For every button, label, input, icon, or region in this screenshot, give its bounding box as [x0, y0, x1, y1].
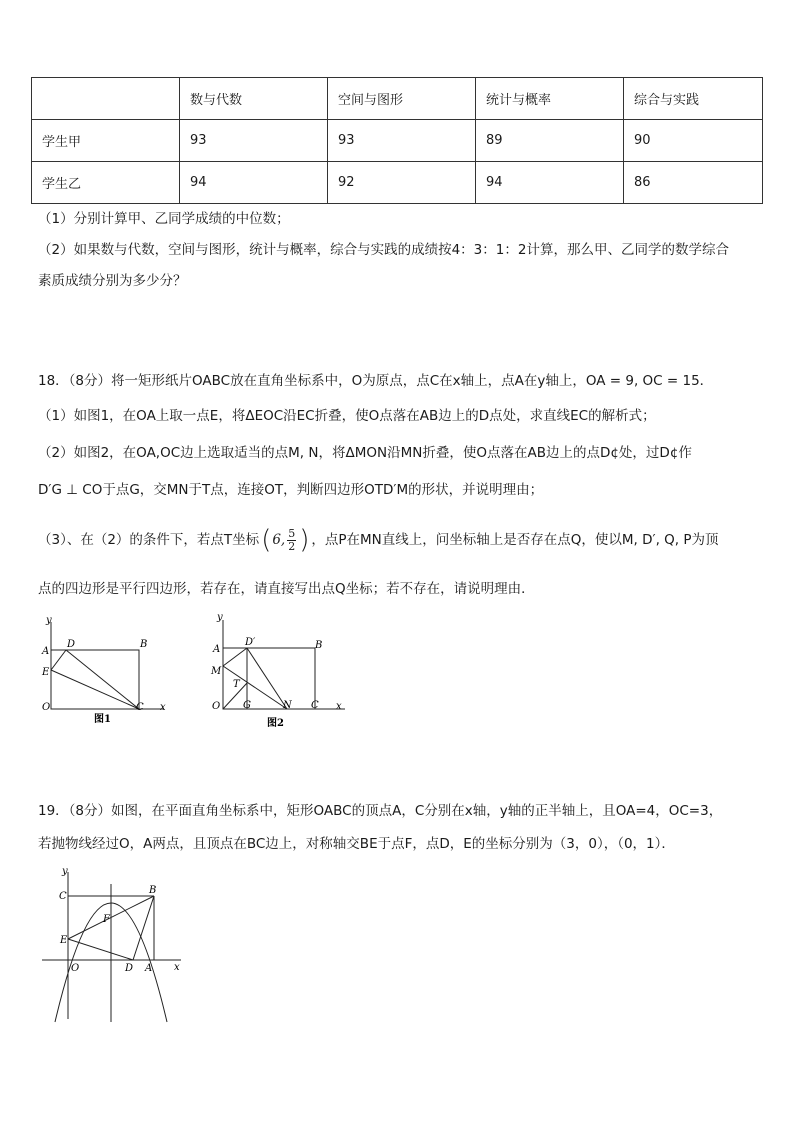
label-c: C — [136, 702, 144, 713]
q18-point-t-coord: 6, — [272, 532, 286, 548]
label-y: y — [217, 612, 223, 623]
segment-ed — [51, 650, 66, 670]
label-m: M — [211, 666, 222, 677]
segment-dc — [66, 650, 139, 709]
label-o: O — [212, 701, 221, 712]
label-c: C — [59, 891, 67, 902]
table-header-row — [32, 78, 763, 120]
q19-line2: 若抛物线经过O，A两点，且顶点在BC边上，对称轴交BE于点F，点D，E的坐标分别为（3，0），（0，1）． — [38, 836, 675, 852]
table-row — [32, 120, 763, 162]
q18-part2-line1: （2）如图2，在OA,OC边上选取适当的点M, N，将ΔMON沿MN折叠，使O点落在AB边上的点D¢处，过D¢作 — [38, 445, 692, 461]
fraction — [287, 528, 296, 553]
label-g: G — [243, 700, 251, 711]
figure-q19 — [36, 864, 186, 1026]
figure-1-caption: 图1 — [94, 714, 111, 725]
left-paren: ( — [261, 525, 272, 555]
label-a: A — [145, 963, 153, 974]
label-d-prime: D′ — [245, 637, 256, 648]
fraction-denominator: 2 — [288, 539, 296, 553]
table-header-cell: 空间与图形 — [328, 78, 476, 120]
q18-part3-line2: 点的四边形是平行四边形，若存在，请直接写出点Q坐标；若不存在，请说明理由． — [38, 581, 535, 597]
label-e: E — [60, 935, 68, 946]
table-cell: 89 — [476, 120, 624, 162]
table-cell: 86 — [624, 162, 763, 204]
q17-part2-line2: 素质成绩分别为多少分？ — [38, 273, 187, 289]
table-cell: 93 — [328, 120, 476, 162]
label-x: x — [174, 962, 180, 973]
label-n: N — [283, 700, 292, 711]
segment-db — [133, 896, 154, 960]
table-cell: 94 — [476, 162, 624, 204]
label-t: T — [233, 679, 240, 690]
rectangle-oabc — [51, 650, 139, 709]
right-paren: ) — [299, 525, 310, 555]
table-row — [32, 162, 763, 204]
label-d: D — [125, 963, 134, 974]
table-cell: 90 — [624, 120, 763, 162]
score-table — [31, 77, 763, 204]
q19-line1: 19．（8分）如图，在平面直角坐标系中，矩形OABC的顶点A，C分别在x轴，y轴的正半轴上，且OA=4，OC=3， — [38, 803, 723, 819]
table-header-cell: 统计与概率 — [476, 78, 624, 120]
segment-ec — [51, 670, 139, 709]
table-cell: 学生甲 — [32, 120, 180, 162]
label-b: B — [140, 639, 148, 650]
table-cell: 92 — [328, 162, 476, 204]
label-b: B — [149, 885, 157, 896]
label-y: y — [46, 615, 52, 626]
label-c: C — [311, 700, 319, 711]
table-cell: 93 — [180, 120, 328, 162]
table-cell: 94 — [180, 162, 328, 204]
label-o: O — [71, 963, 80, 974]
label-b: B — [315, 640, 323, 651]
label-a: A — [213, 644, 221, 655]
label-e: E — [42, 667, 50, 678]
figure-2-caption: 图2 — [267, 718, 284, 729]
label-a: A — [42, 646, 50, 657]
label-d: D — [67, 639, 76, 650]
q18-part3-line1 — [38, 527, 719, 553]
table-header-cell: 综合与实践 — [624, 78, 763, 120]
table-header-cell: 数与代数 — [180, 78, 328, 120]
segment-ed — [68, 939, 133, 960]
label-y: y — [62, 866, 68, 877]
q17-part1: （1）分别计算甲、乙同学成绩的中位数； — [38, 211, 290, 227]
label-o: O — [42, 702, 51, 713]
q18-part1: （1）如图1，在OA上取一点E，将ΔEOC沿EC折叠，使O点落在AB边上的D点处，求直线EC的解析式； — [38, 408, 656, 424]
label-x: x — [160, 702, 166, 713]
label-f: F — [103, 914, 110, 925]
q18-part2-line2: D′G ⊥ CO于点G，交MN于T点，连接OT，判断四边形OTD′M的形状，并说明理由； — [38, 482, 544, 498]
segment-m-d — [223, 648, 247, 666]
figure-1 — [36, 612, 176, 730]
fraction-numerator: 5 — [288, 526, 296, 540]
table-cell: 学生乙 — [32, 162, 180, 204]
segment-d-n — [247, 648, 287, 709]
figure-2 — [205, 608, 355, 732]
q18-part3-pre: （3）、在（2）的条件下，若点T坐标 — [38, 532, 260, 548]
label-x: x — [336, 701, 342, 712]
q18-part3-post: ，点P在MN直线上，问坐标轴上是否存在点Q，使以M, D′, Q, P为顶 — [311, 532, 719, 548]
table-header-cell — [32, 78, 180, 120]
q17-part2-line1: （2）如果数与代数，空间与图形，统计与概率，综合与实践的成绩按4：3：1：2计算，那么甲、乙同学的数学综合 — [38, 242, 729, 258]
q18-stem: 18．（8分）将一矩形纸片OABC放在直角坐标系中，O为原点，点C在x轴上，点A在y轴上，OA = 9, OC = 15． — [38, 373, 714, 389]
